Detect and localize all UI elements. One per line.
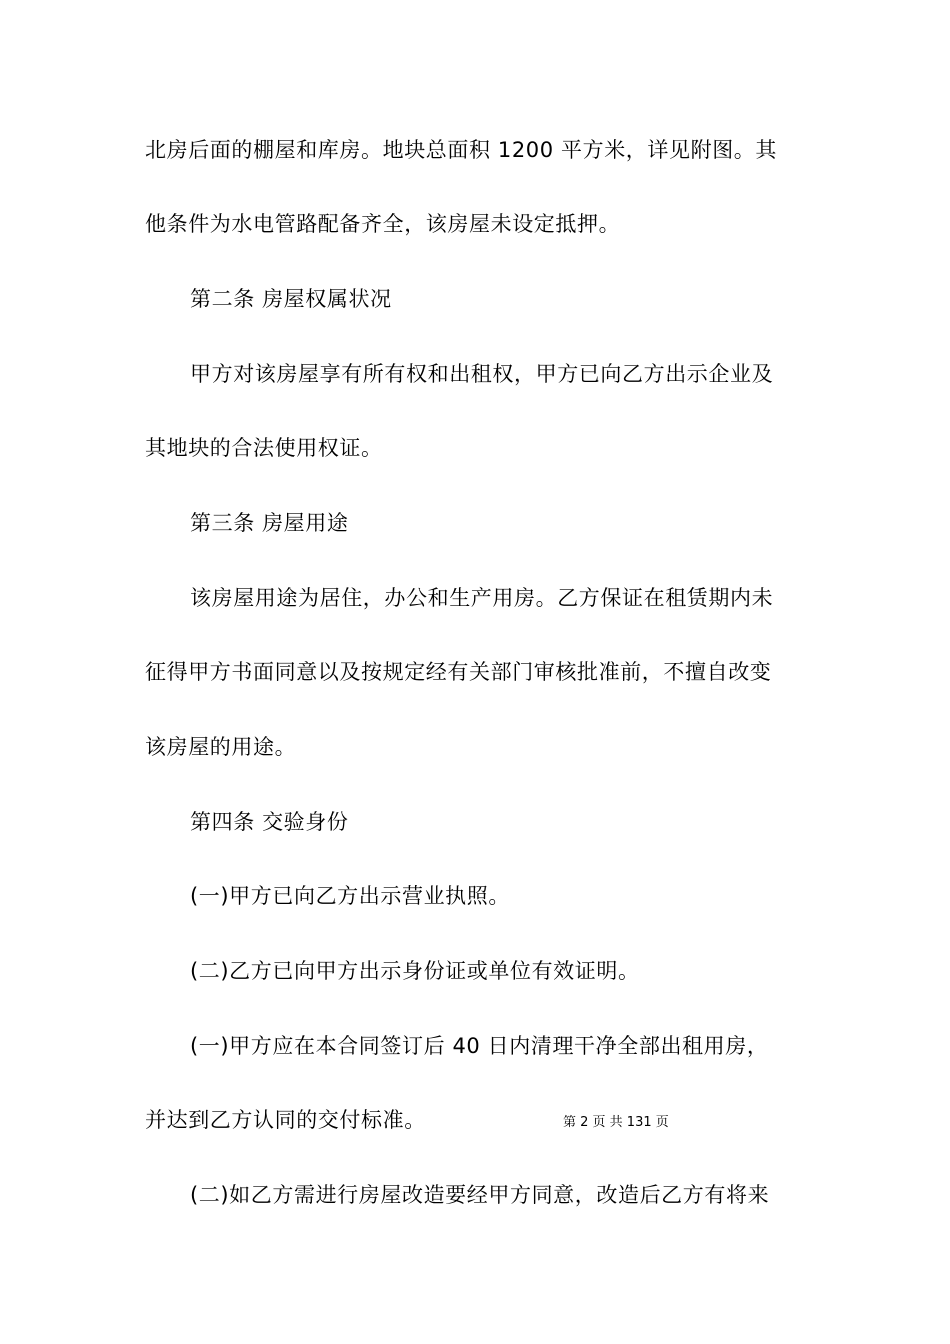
page-number: 第 2 页 共 131 页 — [563, 1115, 669, 1130]
paragraph-line: (一)甲方应在本合同签订后 40 日内清理干净全部出租用房， — [190, 1034, 769, 1058]
paragraph-line: 甲方对该房屋享有所有权和出租权，甲方已向乙方出示企业及 — [190, 362, 774, 386]
paragraph-line: 该房屋的用途。 — [145, 735, 297, 759]
paragraph-line: (二)乙方已向甲方出示身份证或单位有效证明。 — [190, 959, 640, 983]
section-heading: 第三条 房屋用途 — [190, 511, 349, 535]
paragraph-line: (二)如乙方需进行房屋改造要经甲方同意，改造后乙方有将来 — [190, 1183, 770, 1207]
paragraph-line: 其地块的合法使用权证。 — [145, 436, 383, 460]
paragraph-line: 北房后面的棚屋和库房。地块总面积 1200 平方米，详见附图。其 — [145, 138, 777, 162]
paragraph-line: 该房屋用途为居住，办公和生产用房。乙方保证在租赁期内未 — [190, 586, 774, 610]
paragraph-line: (一)甲方已向乙方出示营业执照。 — [190, 884, 510, 908]
paragraph-line: 征得甲方书面同意以及按规定经有关部门审核批准前，不擅自改变 — [145, 660, 772, 684]
section-heading: 第二条 房屋权属状况 — [190, 287, 392, 311]
paragraph-line: 并达到乙方认同的交付标准。 — [145, 1108, 426, 1132]
paragraph-line: 他条件为水电管路配备齐全，该房屋未设定抵押。 — [145, 212, 621, 236]
section-heading: 第四条 交验身份 — [190, 810, 349, 834]
